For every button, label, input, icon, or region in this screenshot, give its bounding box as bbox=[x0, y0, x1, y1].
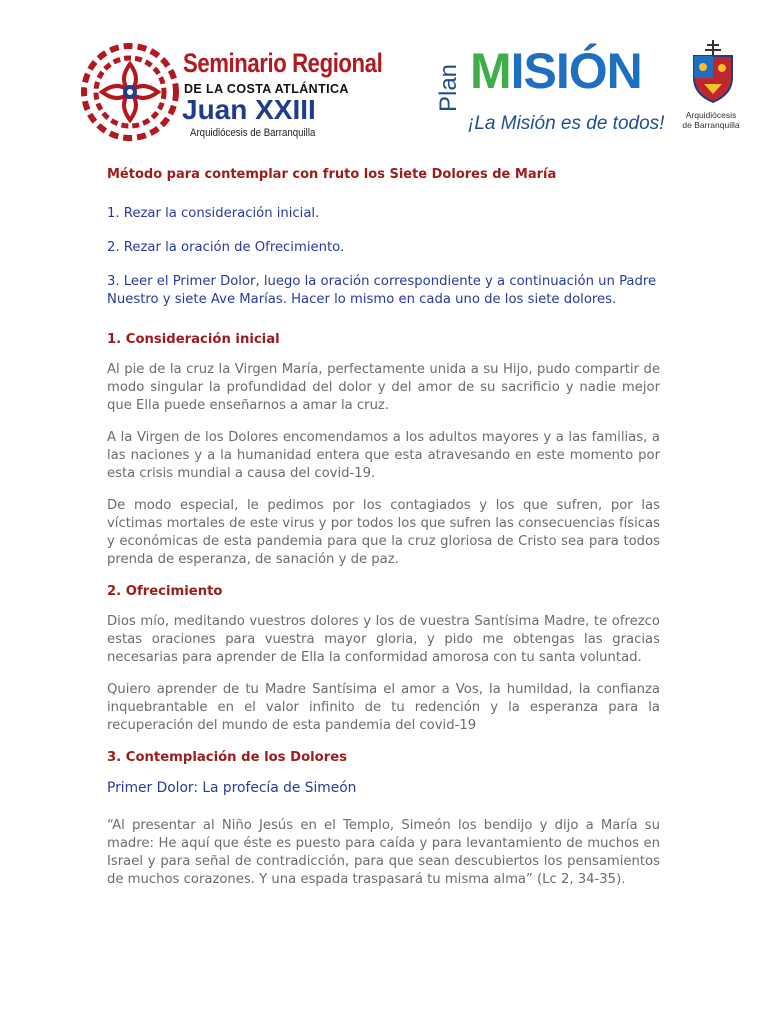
paragraph: Al pie de la cruz la Virgen María, perfectamente unida a su Hijo, pudo compartir de modo singular la profundidad del dolor y del amor de su sacrificio y nadie mejor que Ella puede enseñarnos a amar la cruz. bbox=[107, 362, 660, 413]
document-body bbox=[107, 166, 660, 903]
document-title: Método para contemplar con fruto los Siete Dolores de María bbox=[107, 167, 557, 182]
seminario-logo bbox=[80, 38, 383, 148]
section-heading-ofrecimiento: 2. Ofrecimiento bbox=[107, 584, 223, 599]
seminario-archdiocese: Arquidiócesis de Barranquilla bbox=[190, 127, 316, 139]
mision-archdiocese-line2: de Barranquilla bbox=[682, 120, 740, 130]
page-header bbox=[0, 0, 768, 160]
mision-m: M bbox=[470, 43, 511, 99]
archdiocese-shield-icon bbox=[688, 40, 738, 104]
first-sorrow-title: Primer Dolor: La profecía de Simeón bbox=[107, 780, 357, 796]
mision-rest: ISIÓN bbox=[510, 43, 642, 99]
paragraph: De modo especial, le pedimos por los contagiados y los que sufren, por las víctimas mortales de este virus y por todos los que sufren las consecuencias físicas y económicas de esta pandemia para que la cruz gloriosa de Cristo sea para todos prenda de esperanza, de sanación y de paz. bbox=[107, 498, 660, 567]
plan-mision-logo bbox=[432, 38, 740, 148]
mision-tagline: ¡La Misión es de todos! bbox=[468, 113, 665, 134]
paragraph: Dios mío, meditando vuestros dolores y los de vuestra Santísima Madre, te ofrezco estas oraciones para vuestra mayor gloria, y pido me obtengas las gracias necesarias para aprender de Ella la conformidad amorosa con tu santa voluntad. bbox=[107, 614, 660, 665]
seminario-subtitle: DE LA COSTA ATLÁNTICA bbox=[184, 82, 349, 96]
method-step: 2. Rezar la oración de Ofrecimiento. bbox=[107, 240, 345, 255]
seminario-emblem-icon bbox=[80, 42, 180, 142]
plan-word: Plan bbox=[435, 63, 462, 112]
mision-archdiocese-line1: Arquidiócesis bbox=[685, 110, 737, 120]
paragraph: A la Virgen de los Dolores encomendamos a los adultos mayores y a las familias, a las naciones y a la humanidad entera que esta atravesando en este momento por esta crisis mundial a causa del covid-19. bbox=[107, 430, 660, 481]
section-heading-contemplacion: 3. Contemplación de los Dolores bbox=[107, 750, 348, 765]
seminario-title: Seminario Regional bbox=[183, 48, 383, 78]
mision-archdiocese bbox=[680, 110, 742, 130]
method-step: 3. Leer el Primer Dolor, luego la oración correspondiente y a continuación un Padre Nuestro y siete Ave Marías. Hacer lo mismo en cada uno de los siete dolores. bbox=[107, 274, 657, 307]
method-step: 1. Rezar la consideración inicial. bbox=[107, 206, 320, 221]
mision-word bbox=[470, 42, 642, 100]
section-heading-consideracion: 1. Consideración inicial bbox=[107, 332, 280, 347]
seminario-name: Juan XXIII bbox=[182, 94, 316, 125]
paragraph: Quiero aprender de tu Madre Santísima el amor a Vos, la humildad, la confianza inquebrantable en el valor infinito de tu redención y la esperanza para la recuperación del mundo de esta pandemia del covid-19 bbox=[107, 682, 660, 733]
scripture-quote: “Al presentar al Niño Jesús en el Templo, Simeón los bendijo y dijo a María su madre: He aquí que éste es puesto para caída y para levantamiento de muchos en Israel y para señal de contradicción, para que sean descubiertos los pensamientos de muchos corazones. Y una espada traspasará tu misma alma” (Lc 2, 34-35). bbox=[107, 818, 660, 887]
